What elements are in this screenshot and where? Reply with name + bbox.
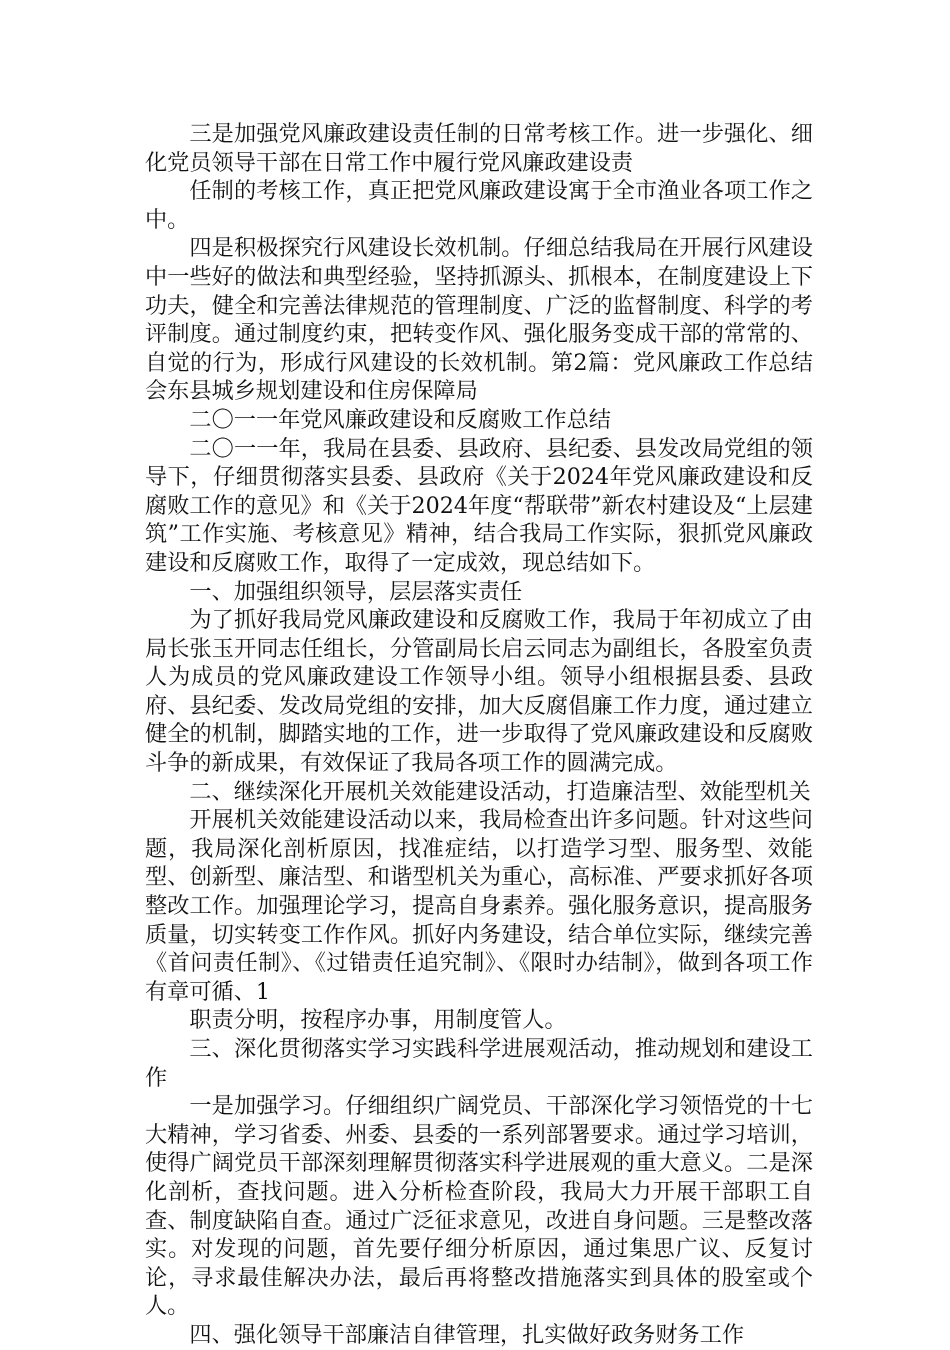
- paragraph: 职责分明，按程序办事，用制度管人。: [189, 1007, 567, 1034]
- section-heading: 四、强化领导干部廉洁自律管理，扎实做好政务财务工作: [189, 1321, 745, 1348]
- paragraph: 为了抓好我局党风廉政建设和反腐败工作，我局于年初成立了由局长张玉开同志任组长，分管副局长启云同志为副组长，各股室负责人为成员的党风廉政建设工作领导小组。领导小组根据县委、县政府、县纪委、发改局党组的安排，加大反腐倡廉工作力度，通过建立健全的机制，脚踏实地的工作，进一步取得了党风廉政建设和反腐败斗争的新成果，有效保证了我局各项工作的圆满完成。: [145, 607, 813, 777]
- paragraph: 一是加强学习。仔细组织广阔党员、干部深化学习领悟党的十七大精神，学习省委、州委、县委的一系列部署要求。通过学习培训，使得广阔党员干部深刻理解贯彻落实科学进展观的重大意义。二是深化剖析，查找问题。进入分析检查阶段，我局大力开展干部职工自查、制度缺陷自查。通过广泛征求意见，改进自身问题。三是整改落实。对发现的问题，首先要仔细分析原因，通过集思广议、反复讨论，寻求最佳解决办法，最后再将整改措施落实到具体的股室或个人。: [145, 1093, 813, 1320]
- section-heading: 一、加强组织领导，层层落实责任: [189, 578, 523, 605]
- section-heading: 二、继续深化开展机关效能建设活动，打造廉洁型、效能型机关: [189, 778, 811, 805]
- paragraph: 三是加强党风廉政建设责任制的日常考核工作。进一步强化、细化党员领导干部在日常工作中履行党风廉政建设责: [145, 121, 813, 176]
- section-title: 二〇一一年党风廉政建设和反腐败工作总结: [189, 406, 611, 433]
- paragraph: 二〇一一年，我局在县委、县政府、县纪委、县发改局党组的领导下，仔细贯彻落实县委、县政府《关于2024年党风廉政建设和反腐败工作的意见》和《关于2024年度“帮联带”新农村建设及“上层建筑”工作实施、考核意见》精神，结合我局工作实际，狠抓党风廉政建设和反腐败工作，取得了一定成效，现总结如下。: [145, 435, 813, 576]
- paragraph: 开展机关效能建设活动以来，我局检查出许多问题。针对这些问题，我局深化剖析原因，找准症结，以打造学习型、服务型、效能型、创新型、廉洁型、和谐型机关为重心，高标准、严要求抓好各项整改工作。加强理论学习，提高自身素养。强化服务意识，提高服务质量，切实转变工作作风。抓好内务建设，结合单位实际，继续完善《首问责任制》、《过错责任追究制》、《限时办结制》，做到各项工作有章可循、1: [145, 807, 813, 1005]
- paragraph: 四是积极探究行风建设长效机制。仔细总结我局在开展行风建设中一些好的做法和典型经验，坚持抓源头、抓根本，在制度建设上下功夫，健全和完善法律规范的管理制度、广泛的监督制度、科学的考评制度。通过制度约束，把转变作风、强化服务变成干部的常常的、自觉的行为，形成行风建设的长效机制。第2篇：党风廉政工作总结会东县城乡规划建设和住房保障局: [145, 235, 813, 405]
- section-heading: 三、深化贯彻落实学习实践科学进展观活动，推动规划和建设工作: [145, 1036, 813, 1091]
- document-body: [145, 120, 813, 1350]
- paragraph: 任制的考核工作，真正把党风廉政建设寓于全市渔业各项工作之中。: [145, 178, 813, 233]
